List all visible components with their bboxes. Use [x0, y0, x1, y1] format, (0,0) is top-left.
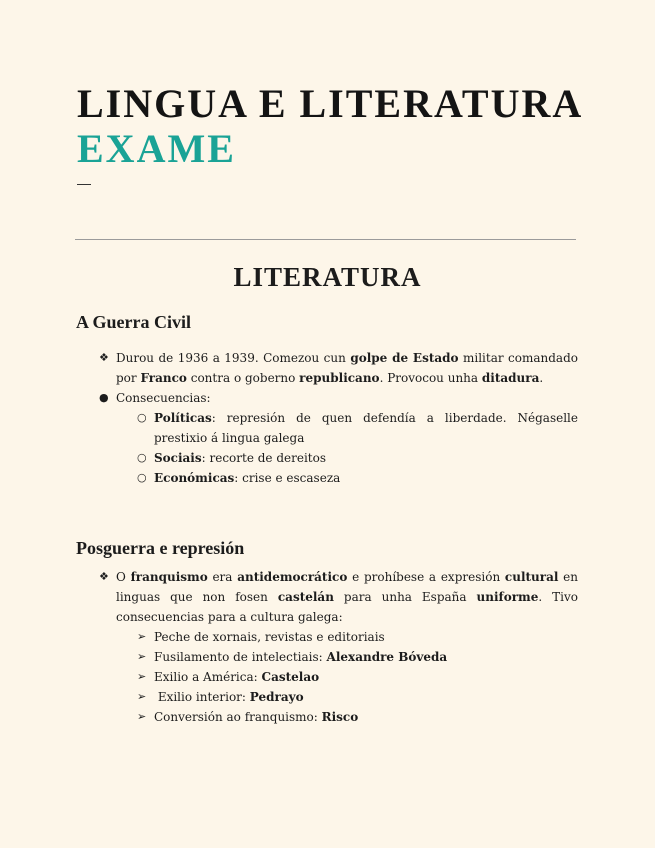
- sub-item-exilio-america: Exilio a América: Castelao: [154, 670, 320, 684]
- sub-item-sociais: Sociais: recorte de dereitos: [154, 451, 327, 465]
- section-title: LITERATURA: [233, 262, 422, 292]
- heading-guerra-civil: A Guerra Civil: [76, 312, 191, 332]
- arrow-bullet-icon: ➢: [137, 690, 147, 703]
- circle-bullet-icon: ○: [137, 471, 147, 484]
- diamond-bullet-icon: ❖: [99, 570, 109, 583]
- list-item-consequences: Consecuencias:: [116, 391, 211, 405]
- sub-item-peche: Peche de xornais, revistas e editoriais: [154, 630, 385, 644]
- document-subtitle: EXAME: [77, 126, 236, 171]
- circle-bullet-icon: ○: [137, 451, 147, 464]
- sub-item-fusilamento: Fusilamento de intelectiais: Alexandre Bóveda: [154, 650, 448, 664]
- heading-posguerra: Posguerra e represión: [76, 538, 245, 558]
- list-item-franquismo: O franquismo era antidemocrático e prohíbese a expresión cultural en linguas que non fosen castelán para unha España uniforme. Tivo consecuencias para a cultura galega:: [116, 570, 579, 624]
- arrow-bullet-icon: ➢: [137, 650, 147, 663]
- sub-item-politicas: Políticas: represión de quen defendía a liberdade. Négaselle prestixio á lingua galega: [154, 411, 578, 445]
- arrow-bullet-icon: ➢: [137, 670, 147, 683]
- dot-bullet-icon: ●: [99, 391, 109, 404]
- document-title: LINGUA E LITERATURA: [77, 81, 584, 126]
- title-dash: [77, 184, 91, 185]
- horizontal-rule: [75, 239, 576, 240]
- arrow-bullet-icon: ➢: [137, 630, 147, 643]
- list-item-duration: Durou de 1936 a 1939. Comezou cun golpe de Estado militar comandado por Franco contra o goberno republicano. Provocou unha ditadura.: [116, 351, 578, 385]
- circle-bullet-icon: ○: [137, 411, 147, 424]
- sub-item-conversion: Conversión ao franquismo: Risco: [154, 710, 359, 724]
- diamond-bullet-icon: ❖: [99, 351, 109, 364]
- arrow-bullet-icon: ➢: [137, 710, 147, 723]
- sub-item-exilio-interior: Exilio interior: Pedrayo: [154, 690, 304, 704]
- sub-item-economicas: Económicas: crise e escaseza: [154, 471, 341, 485]
